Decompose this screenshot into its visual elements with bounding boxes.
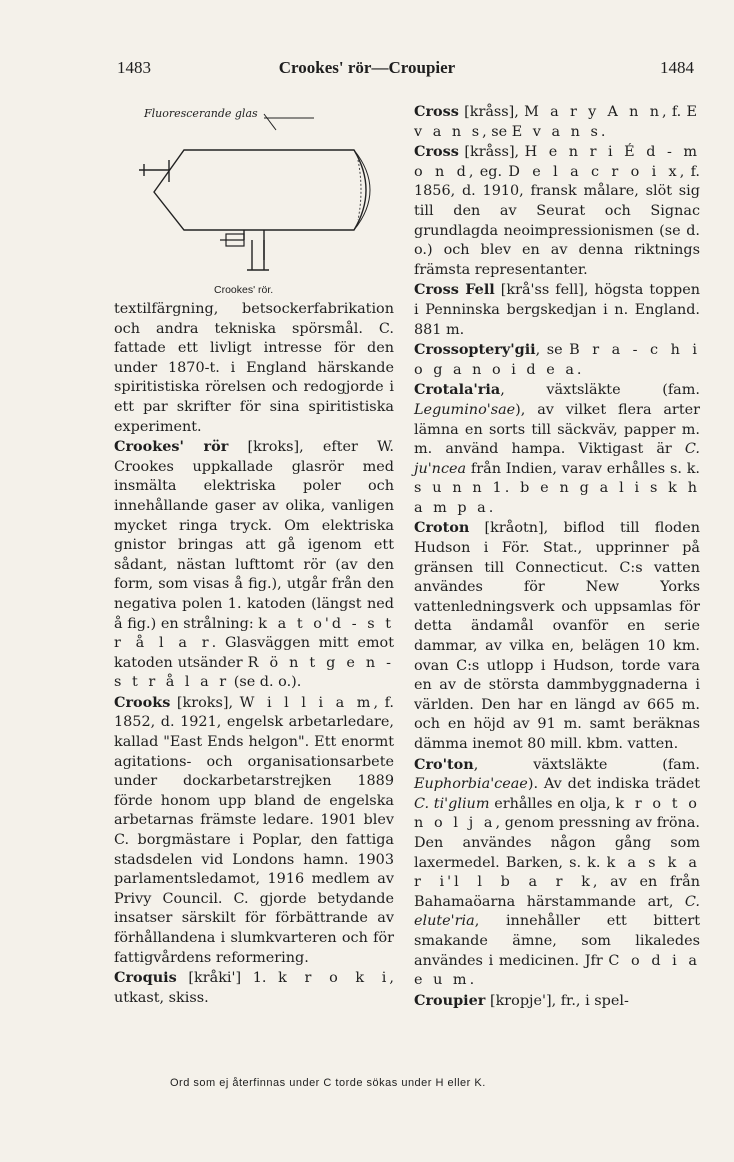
- crookes-tube-figure: [114, 100, 394, 300]
- page-footer-note: Ord som ej återfinnas under C torde sökas under H eller K.: [170, 1077, 486, 1089]
- entry-croton-plant: Cro'ton, växtsläkte (fam. Euphorbia'ceae). Av det indiska trädet C. ti'glium erhålles en olja, k r o t o n o l j a, genom pressning av fröna. Den användes någon gång som laxermedel. Barken, s. k. k a s k a r i'l l b a r k, av en från Bahamaöarna härstammande art, C. elute'ria, innehåller ett bittert smakande ämne, som likaledes användes i medicinen. Jfr C o d i a e u m.: [414, 755, 700, 989]
- entry-crookes-ror: Crookes' rör [kroks], efter W. Crookes uppkallade glasrör med insmälta elektriska poler och innehållande gaser av olika, vanligen mycket ringa tryck. Om elektriska gnistor bringas att gå igenom ett sådant, nästan lufttomt rör (av den form, som visas å fig.), utgår från den negativa polen 1. katoden (längst ned å fig.) en strålning: k a t o'd - s t r å l a r. Glasväggen mitt emot katoden utsänder R ö n t g e n - s t r å l a r (se d. o.).: [114, 438, 395, 691]
- entry-crooks: Crooks [kroks], W i l l i a m, f. 1852, d. 1921, engelsk arbetarledare, kallad "East Ends helgon". Ett enormt agitations- och organisationsarbete under dockarbetarstrejken 1889 förde honom upp bland de engelska arbetarnas främste ledare. 1901 blev C. borgmästare i Poplar, den fattiga stadsdelen vid Londons hamn. 1903 parlamentsledamot, 1916 medlem av Privy Council. C. gjorde betydande insatser särskilt för förbättrande av förhållandena i slumkvarteren och för fattigvårdens reformering.: [114, 693, 394, 966]
- right-column: [414, 102, 700, 1011]
- entry-cross-fell: Cross Fell [krå'ss fell], högsta toppen i Penninska bergskedjan i n. England. 881 m.: [414, 281, 700, 338]
- left-column: [114, 100, 394, 1008]
- crookes-tube-drawing: [114, 100, 394, 280]
- page-header: [0, 58, 734, 82]
- page-number-right: 1484: [660, 58, 694, 77]
- page-number-left: 1483: [117, 58, 151, 77]
- entry-crossopterygii: Crossoptery'gii, se B r a - c h i o g a n o i d e a.: [414, 341, 700, 378]
- entry-cross-mary-ann: Cross [kråss], M a r y A n n, f. E v a n s, se E v a n s.: [414, 103, 700, 140]
- entry-croton-river: Croton [kråotn], biflod till floden Hudson i För. Stat., upprinner på gränsen till Connecticut. C:s vatten användes för New Yorks vattenledningsverk och uppsamlas för detta ändamål ovanför en serie dammar, av vilka en, belägen 10 km. ovan C:s utlopp i Hudson, torde vara en av de största dammbyggnaderna i världen. Den har en längd av 665 m. och en höjd av 91 m. samt beräknas dämma inemot 80 mill. kbm. vatten.: [414, 519, 700, 752]
- running-title: Crookes' rör—Croupier: [278, 58, 456, 77]
- figure-label: Fluorescerande glas: [144, 107, 258, 120]
- entry-paragraph: textilfärgning, betsockerfabrikation och andra tekniska spörsmål. C. fattade ett livligt intresse för den under 1870-t. i England härskande spiritistiska rörelsen och redogjorde i ett par skrifter för sina spiritistiska experiment.: [114, 301, 394, 435]
- figure-caption: Crookes' rör.: [214, 284, 274, 296]
- entry-croquis: Croquis [kråki'] 1. k r o k i, utkast, skiss.: [114, 969, 394, 1006]
- entry-cross-henri: Cross [kråss], H e n r i É d - m o n d, eg. D e l a c r o i x, f. 1856, d. 1910, fransk målare, slöt sig till den av Seurat och Signac grundlagda neoimpressionismen (se d. o.) och blev en av denna riktnings främsta representanter.: [414, 143, 700, 278]
- entry-croupier: Croupier [kropje'], fr., i spel-: [414, 991, 629, 1009]
- entry-crotalaria: Crotala'ria, växtsläkte (fam. Legumino'sae), av vilket flera arter lämna en sorts till säckväv, papper m. m. använd hampa. Viktigast är C. ju'ncea från Indien, varav erhålles s. k. s u n n 1. b e n g a l i s k h a m p a.: [414, 381, 700, 516]
